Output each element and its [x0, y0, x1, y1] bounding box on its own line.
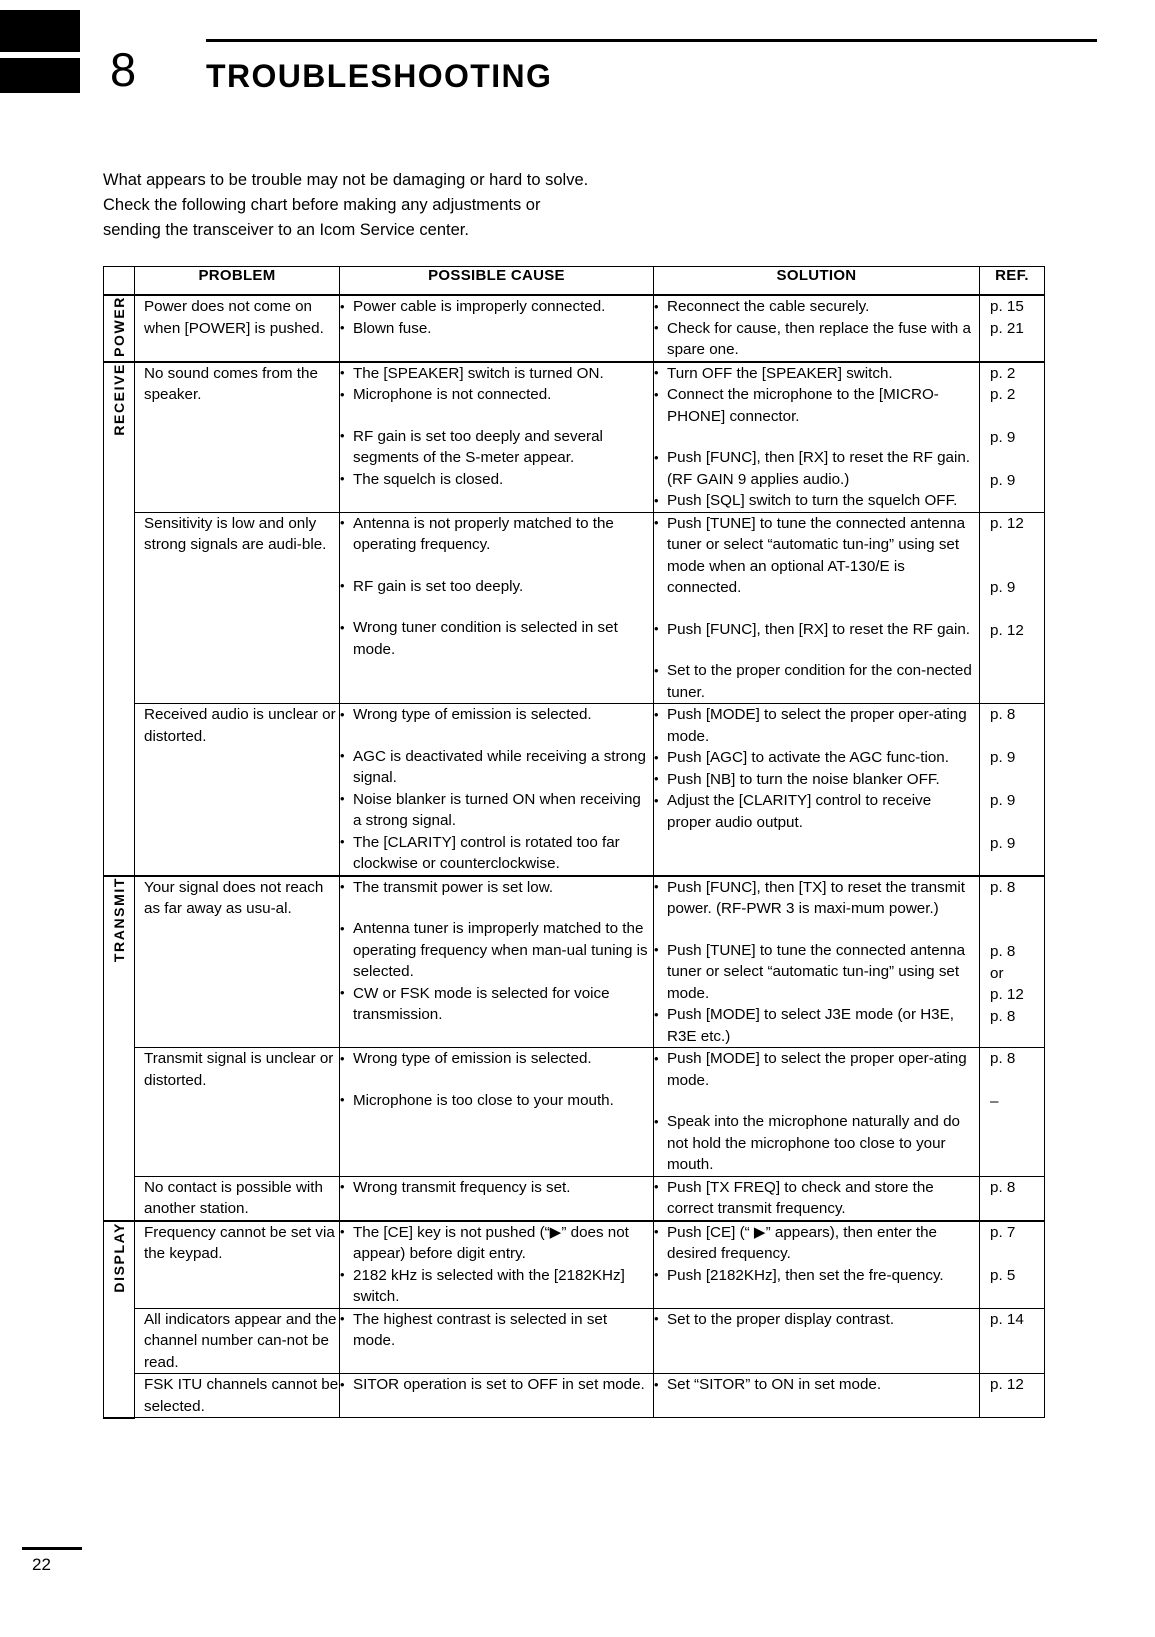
- ref-cell: [980, 1176, 1045, 1221]
- possible-cause-cell: [340, 295, 654, 362]
- ref-line: p. 8: [990, 1050, 1016, 1067]
- solution-item: • Push [SQL] switch to turn the squelch OFF.: [654, 490, 979, 512]
- intro-line-2: Check the following chart before making any adjustments or: [103, 196, 541, 214]
- solution-cell: [654, 1221, 980, 1309]
- troubleshooting-table-wrap: [103, 266, 1044, 1419]
- problem-cell: Transmit signal is unclear or distorted.: [135, 1048, 340, 1177]
- cause-item: • The [CE] key is not pushed (“▶” does not appear) before digit entry.: [340, 1222, 653, 1265]
- table-row: [104, 1374, 1045, 1418]
- ref-line: p. 21: [990, 319, 1024, 337]
- solution-item: • Push [CE] (“ ▶” appears), then enter the desired frequency.: [654, 1222, 979, 1265]
- problem-cell: Sensitivity is low and only strong signals are audi-ble.: [135, 512, 340, 704]
- solution-item: • Check for cause, then replace the fuse with a spare one.: [654, 318, 979, 361]
- solution-cell: [654, 1308, 980, 1374]
- ref-line: p. 15: [990, 298, 1024, 315]
- solution-item: • Set to the proper condition for the con-nected tuner.: [654, 660, 979, 703]
- ref-line: p. 12: [990, 514, 1024, 532]
- cause-item: • 2182 kHz is selected with the [2182KHz] switch.: [340, 1265, 653, 1308]
- ref-line: p. 9: [990, 472, 1016, 489]
- ref-cell: [980, 704, 1045, 876]
- cause-item: • Wrong tuner condition is selected in set mode.: [340, 617, 653, 660]
- ref-line: p. 9: [990, 429, 1016, 446]
- solution-item: • Set to the proper display contrast.: [654, 1309, 979, 1331]
- section-label: DISPLAY: [111, 1221, 127, 1293]
- solution-item: • Reconnect the cable securely.: [654, 296, 979, 318]
- cause-item: • Noise blanker is turned ON when receiving a strong signal.: [340, 789, 653, 832]
- col-header-ref: REF.: [980, 267, 1045, 296]
- cause-item: • Wrong type of emission is selected.: [340, 704, 653, 726]
- ref-line: p. 8: [990, 878, 1016, 896]
- cause-item: • Wrong type of emission is selected.: [340, 1048, 653, 1070]
- ref-line: p. 14: [990, 1310, 1024, 1328]
- ref-cell: [980, 362, 1045, 513]
- table-row: [104, 362, 1045, 513]
- ref-cell: [980, 1048, 1045, 1177]
- cause-item: • The [CLARITY] control is rotated too far clockwise or counterclockwise.: [340, 832, 653, 875]
- cause-item: • Antenna is not properly matched to the operating frequency.: [340, 513, 653, 556]
- section-label: RECEIVE: [111, 362, 127, 436]
- solution-item: • Push [MODE] to select the proper oper-ating mode.: [654, 1048, 979, 1091]
- ref-line: p. 9: [990, 579, 1016, 596]
- cause-item: • Power cable is improperly connected.: [340, 296, 653, 318]
- problem-cell: FSK ITU channels cannot be selected.: [135, 1374, 340, 1418]
- ref-line: or: [990, 964, 1004, 982]
- problem-cell: Received audio is unclear or distorted.: [135, 704, 340, 876]
- cause-item: • Microphone is not connected.: [340, 384, 653, 406]
- edge-mark-lower: [0, 58, 80, 93]
- cause-item: • CW or FSK mode is selected for voice transmission.: [340, 983, 653, 1026]
- ref-line: p. 8: [990, 706, 1016, 723]
- table-row: [104, 1176, 1045, 1221]
- solution-item: • Speak into the microphone naturally and do not hold the microphone too close to your mouth.: [654, 1111, 979, 1176]
- chapter-number: 8: [110, 43, 137, 96]
- ref-cell: [980, 1308, 1045, 1374]
- table-head: [104, 267, 1045, 296]
- ref-cell: [980, 512, 1045, 704]
- ref-line: p. 2: [990, 364, 1016, 382]
- solution-cell: [654, 704, 980, 876]
- intro-paragraph: [103, 168, 663, 243]
- cause-item: • RF gain is set too deeply.: [340, 576, 653, 598]
- solution-cell: [654, 1176, 980, 1221]
- header-rule: [206, 39, 1097, 42]
- possible-cause-cell: [340, 362, 654, 513]
- table-row: [104, 704, 1045, 876]
- cause-item: • AGC is deactivated while receiving a strong signal.: [340, 746, 653, 789]
- solution-item: • Push [TUNE] to tune the connected antenna tuner or select “automatic tun-ing” using set mode when an optional AT-130/E is connected.: [654, 513, 979, 599]
- cause-item: • RF gain is set too deeply and several segments of the S-meter appear.: [340, 426, 653, 469]
- solution-item: • Adjust the [CLARITY] control to receive proper audio output.: [654, 790, 979, 833]
- cause-item: • Blown fuse.: [340, 318, 653, 340]
- ref-line: p. 9: [990, 792, 1016, 809]
- solution-item: • Push [TX FREQ] to check and store the correct transmit frequency.: [654, 1177, 979, 1220]
- possible-cause-cell: [340, 876, 654, 1048]
- possible-cause-cell: [340, 1176, 654, 1221]
- solution-cell: [654, 1048, 980, 1177]
- solution-item: • Push [FUNC], then [RX] to reset the RF gain. (RF GAIN 9 applies audio.): [654, 447, 979, 490]
- cause-item: • Antenna tuner is improperly matched to the operating frequency when man-ual tuning is selected.: [340, 918, 653, 983]
- table-row: [104, 295, 1045, 362]
- cause-item: • The transmit power is set low.: [340, 877, 653, 899]
- possible-cause-cell: [340, 1374, 654, 1418]
- section-label: TRANSMIT: [111, 876, 127, 962]
- col-header-solution: SOLUTION: [654, 267, 980, 296]
- cause-item: • SITOR operation is set to OFF in set mode.: [340, 1374, 653, 1396]
- ref-line: p. 12: [990, 622, 1024, 639]
- section-label-cell-transmit: [104, 876, 135, 1221]
- cause-item: • The [SPEAKER] switch is turned ON.: [340, 363, 653, 385]
- ref-line: –: [990, 1093, 999, 1110]
- table-row: [104, 876, 1045, 1048]
- solution-cell: [654, 876, 980, 1048]
- solution-cell: [654, 512, 980, 704]
- solution-item: • Push [NB] to turn the noise blanker OFF.: [654, 769, 979, 791]
- table-row: [104, 1048, 1045, 1177]
- possible-cause-cell: [340, 1308, 654, 1374]
- possible-cause-cell: [340, 1221, 654, 1309]
- col-header-problem: PROBLEM: [135, 267, 340, 296]
- solution-item: • Connect the microphone to the [MICRO-PHONE] connector.: [654, 384, 979, 427]
- page-number: 22: [32, 1555, 51, 1574]
- chapter-header: [110, 32, 1097, 112]
- ref-line: p. 5: [990, 1266, 1016, 1284]
- intro-line-1: What appears to be trouble may not be damaging or hard to solve.: [103, 171, 589, 189]
- section-label: POWER: [111, 296, 127, 357]
- solution-cell: [654, 295, 980, 362]
- cause-item: • The squelch is closed.: [340, 469, 653, 491]
- intro-line-3: sending the transceiver to an Icom Service center.: [103, 221, 469, 239]
- problem-cell: No sound comes from the speaker.: [135, 362, 340, 513]
- ref-cell: [980, 876, 1045, 1048]
- table-body: [104, 295, 1045, 1418]
- col-header-section: [104, 267, 135, 296]
- ref-line: p. 12: [990, 986, 1024, 1003]
- ref-line: p. 9: [990, 835, 1016, 852]
- solution-item: • Push [2182KHz], then set the fre-quency.: [654, 1265, 979, 1287]
- cause-item: • The highest contrast is selected in set mode.: [340, 1309, 653, 1352]
- solution-item: • Push [AGC] to activate the AGC func-tion.: [654, 747, 979, 769]
- solution-item: • Turn OFF the [SPEAKER] switch.: [654, 363, 979, 385]
- cause-item: • Wrong transmit frequency is set.: [340, 1177, 653, 1199]
- problem-cell: All indicators appear and the channel number can-not be read.: [135, 1308, 340, 1374]
- problem-cell: Your signal does not reach as far away as usu-al.: [135, 876, 340, 1048]
- troubleshooting-table: [103, 266, 1045, 1419]
- ref-line: p. 8: [990, 1007, 1016, 1025]
- solution-item: • Push [FUNC], then [RX] to reset the RF gain.: [654, 619, 979, 641]
- cause-item: • Microphone is too close to your mouth.: [340, 1090, 653, 1112]
- ref-line: p. 8: [990, 1178, 1016, 1196]
- problem-cell: Frequency cannot be set via the keypad.: [135, 1221, 340, 1309]
- possible-cause-cell: [340, 1048, 654, 1177]
- solution-cell: [654, 1374, 980, 1418]
- ref-cell: [980, 295, 1045, 362]
- problem-cell: No contact is possible with another station.: [135, 1176, 340, 1221]
- col-header-possible-cause: POSSIBLE CAUSE: [340, 267, 654, 296]
- section-label-cell-display: [104, 1221, 135, 1418]
- solution-item: • Push [FUNC], then [TX] to reset the transmit power. (RF-PWR 3 is maxi-mum power.): [654, 877, 979, 920]
- section-label-cell-receive: [104, 362, 135, 876]
- ref-line: p. 7: [990, 1223, 1016, 1241]
- problem-cell: Power does not come on when [POWER] is pushed.: [135, 295, 340, 362]
- ref-line: p. 8: [990, 943, 1016, 960]
- chapter-title: TROUBLESHOOTING: [206, 58, 553, 94]
- ref-line: p. 2: [990, 386, 1016, 403]
- solution-item: • Set “SITOR” to ON in set mode.: [654, 1374, 979, 1396]
- table-header-row: [104, 267, 1045, 296]
- table-row: [104, 1221, 1045, 1309]
- section-label-cell-power: [104, 295, 135, 362]
- solution-cell: [654, 362, 980, 513]
- table-row: [104, 512, 1045, 704]
- ref-line: p. 12: [990, 1376, 1024, 1393]
- footer-rule: [22, 1547, 82, 1550]
- solution-item: • Push [MODE] to select J3E mode (or H3E, R3E etc.): [654, 1004, 979, 1047]
- possible-cause-cell: [340, 512, 654, 704]
- ref-line: p. 9: [990, 749, 1016, 766]
- solution-item: • Push [MODE] to select the proper oper-ating mode.: [654, 704, 979, 747]
- possible-cause-cell: [340, 704, 654, 876]
- table-row: [104, 1308, 1045, 1374]
- solution-item: • Push [TUNE] to tune the connected antenna tuner or select “automatic tun-ing” using set mode.: [654, 940, 979, 1005]
- ref-cell: [980, 1221, 1045, 1309]
- edge-mark-upper: [0, 10, 80, 52]
- chapter-edge-marks: [0, 10, 80, 99]
- ref-cell: [980, 1374, 1045, 1418]
